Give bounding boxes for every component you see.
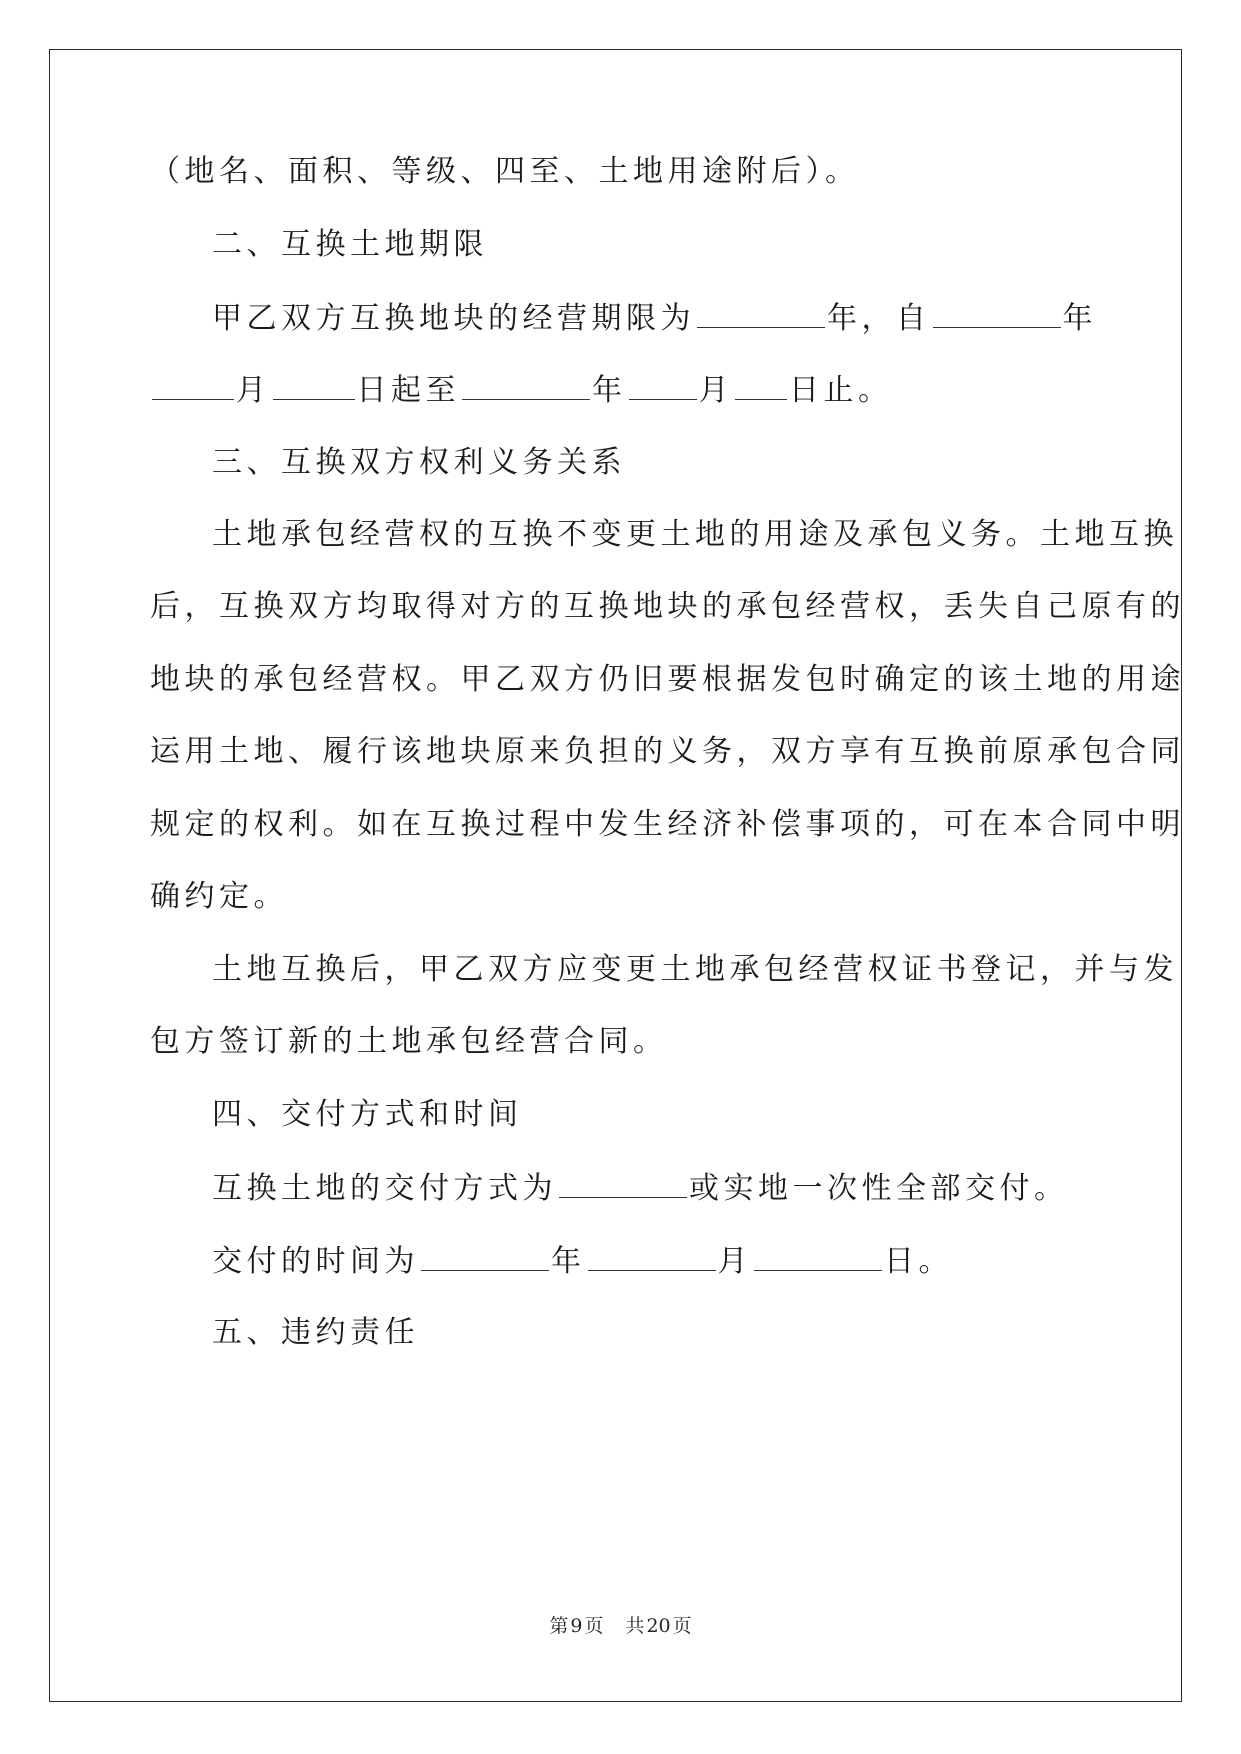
footer-page-prefix: 第 — [549, 1615, 569, 1637]
fill-blank — [559, 1167, 687, 1198]
text-segment: 月 — [717, 1244, 752, 1279]
fill-blank — [735, 369, 787, 400]
paragraph-line — [212, 297, 1097, 339]
text-segment: 交付的时间为 — [212, 1244, 419, 1279]
section-heading: 五、违约责任 — [212, 1315, 419, 1350]
paragraph-line: 规定的权利。如在互换过程中发生经济补偿事项的，可在本合同中明 — [150, 807, 1185, 842]
text-segment: 日起至 — [356, 373, 460, 408]
fill-blank — [629, 369, 697, 400]
section-heading: 四、交付方式和时间 — [212, 1097, 523, 1132]
text-segment: 月 — [698, 373, 733, 408]
fill-blank — [273, 369, 355, 400]
page-footer — [0, 1614, 1241, 1638]
paragraph-line: 运用土地、履行该地块原来负担的义务，双方享有互换前原承包合同 — [150, 734, 1185, 769]
paragraph-line — [212, 1240, 953, 1282]
fill-blank — [462, 369, 590, 400]
fill-blank — [421, 1240, 549, 1271]
section-heading: 三、互换双方权利义务关系 — [212, 445, 626, 480]
fill-blank — [697, 297, 825, 328]
paragraph-line: 土地承包经营权的互换不变更土地的用途及承包义务。土地互换 — [212, 517, 1178, 552]
fill-blank — [588, 1240, 716, 1271]
paragraph-line: 土地互换后，甲乙双方应变更土地承包经营权证书登记，并与发 — [212, 952, 1178, 987]
paragraph-line: 确约定。 — [150, 879, 288, 914]
footer-page-suffix: 页 — [584, 1615, 604, 1637]
text-segment: 年，自 — [827, 301, 931, 336]
text-segment: 年 — [592, 373, 627, 408]
fill-blank — [754, 1240, 882, 1271]
footer-total-number: 20 — [646, 1615, 671, 1637]
text-segment: 日止。 — [789, 373, 893, 408]
fill-blank — [933, 297, 1061, 328]
footer-total-suffix: 页 — [672, 1615, 692, 1637]
text-segment: 日。 — [884, 1244, 953, 1279]
paragraph-line: （地名、面积、等级、四至、土地用途附后）。 — [150, 154, 860, 189]
paragraph-line — [212, 1167, 1069, 1209]
fill-blank — [152, 369, 234, 400]
footer-page-number: 9 — [570, 1615, 583, 1637]
text-segment: 月 — [236, 373, 271, 408]
text-segment: 互换土地的交付方式为 — [212, 1171, 557, 1206]
text-segment: 或实地一次性全部交付。 — [689, 1171, 1069, 1206]
footer-total-prefix: 共 — [625, 1615, 645, 1637]
paragraph-line — [150, 369, 893, 411]
paragraph-line: 包方签订新的土地承包经营合同。 — [150, 1024, 668, 1059]
text-segment: 年 — [551, 1244, 586, 1279]
text-segment: 甲乙双方互换地块的经营期限为 — [212, 301, 695, 336]
section-heading: 二、互换土地期限 — [212, 227, 488, 262]
paragraph-line: 地块的承包经营权。甲乙双方仍旧要根据发包时确定的该土地的用途 — [150, 662, 1185, 697]
paragraph-line: 后，互换双方均取得对方的互换地块的承包经营权，丢失自己原有的 — [150, 589, 1185, 624]
text-segment: 年 — [1062, 301, 1097, 336]
